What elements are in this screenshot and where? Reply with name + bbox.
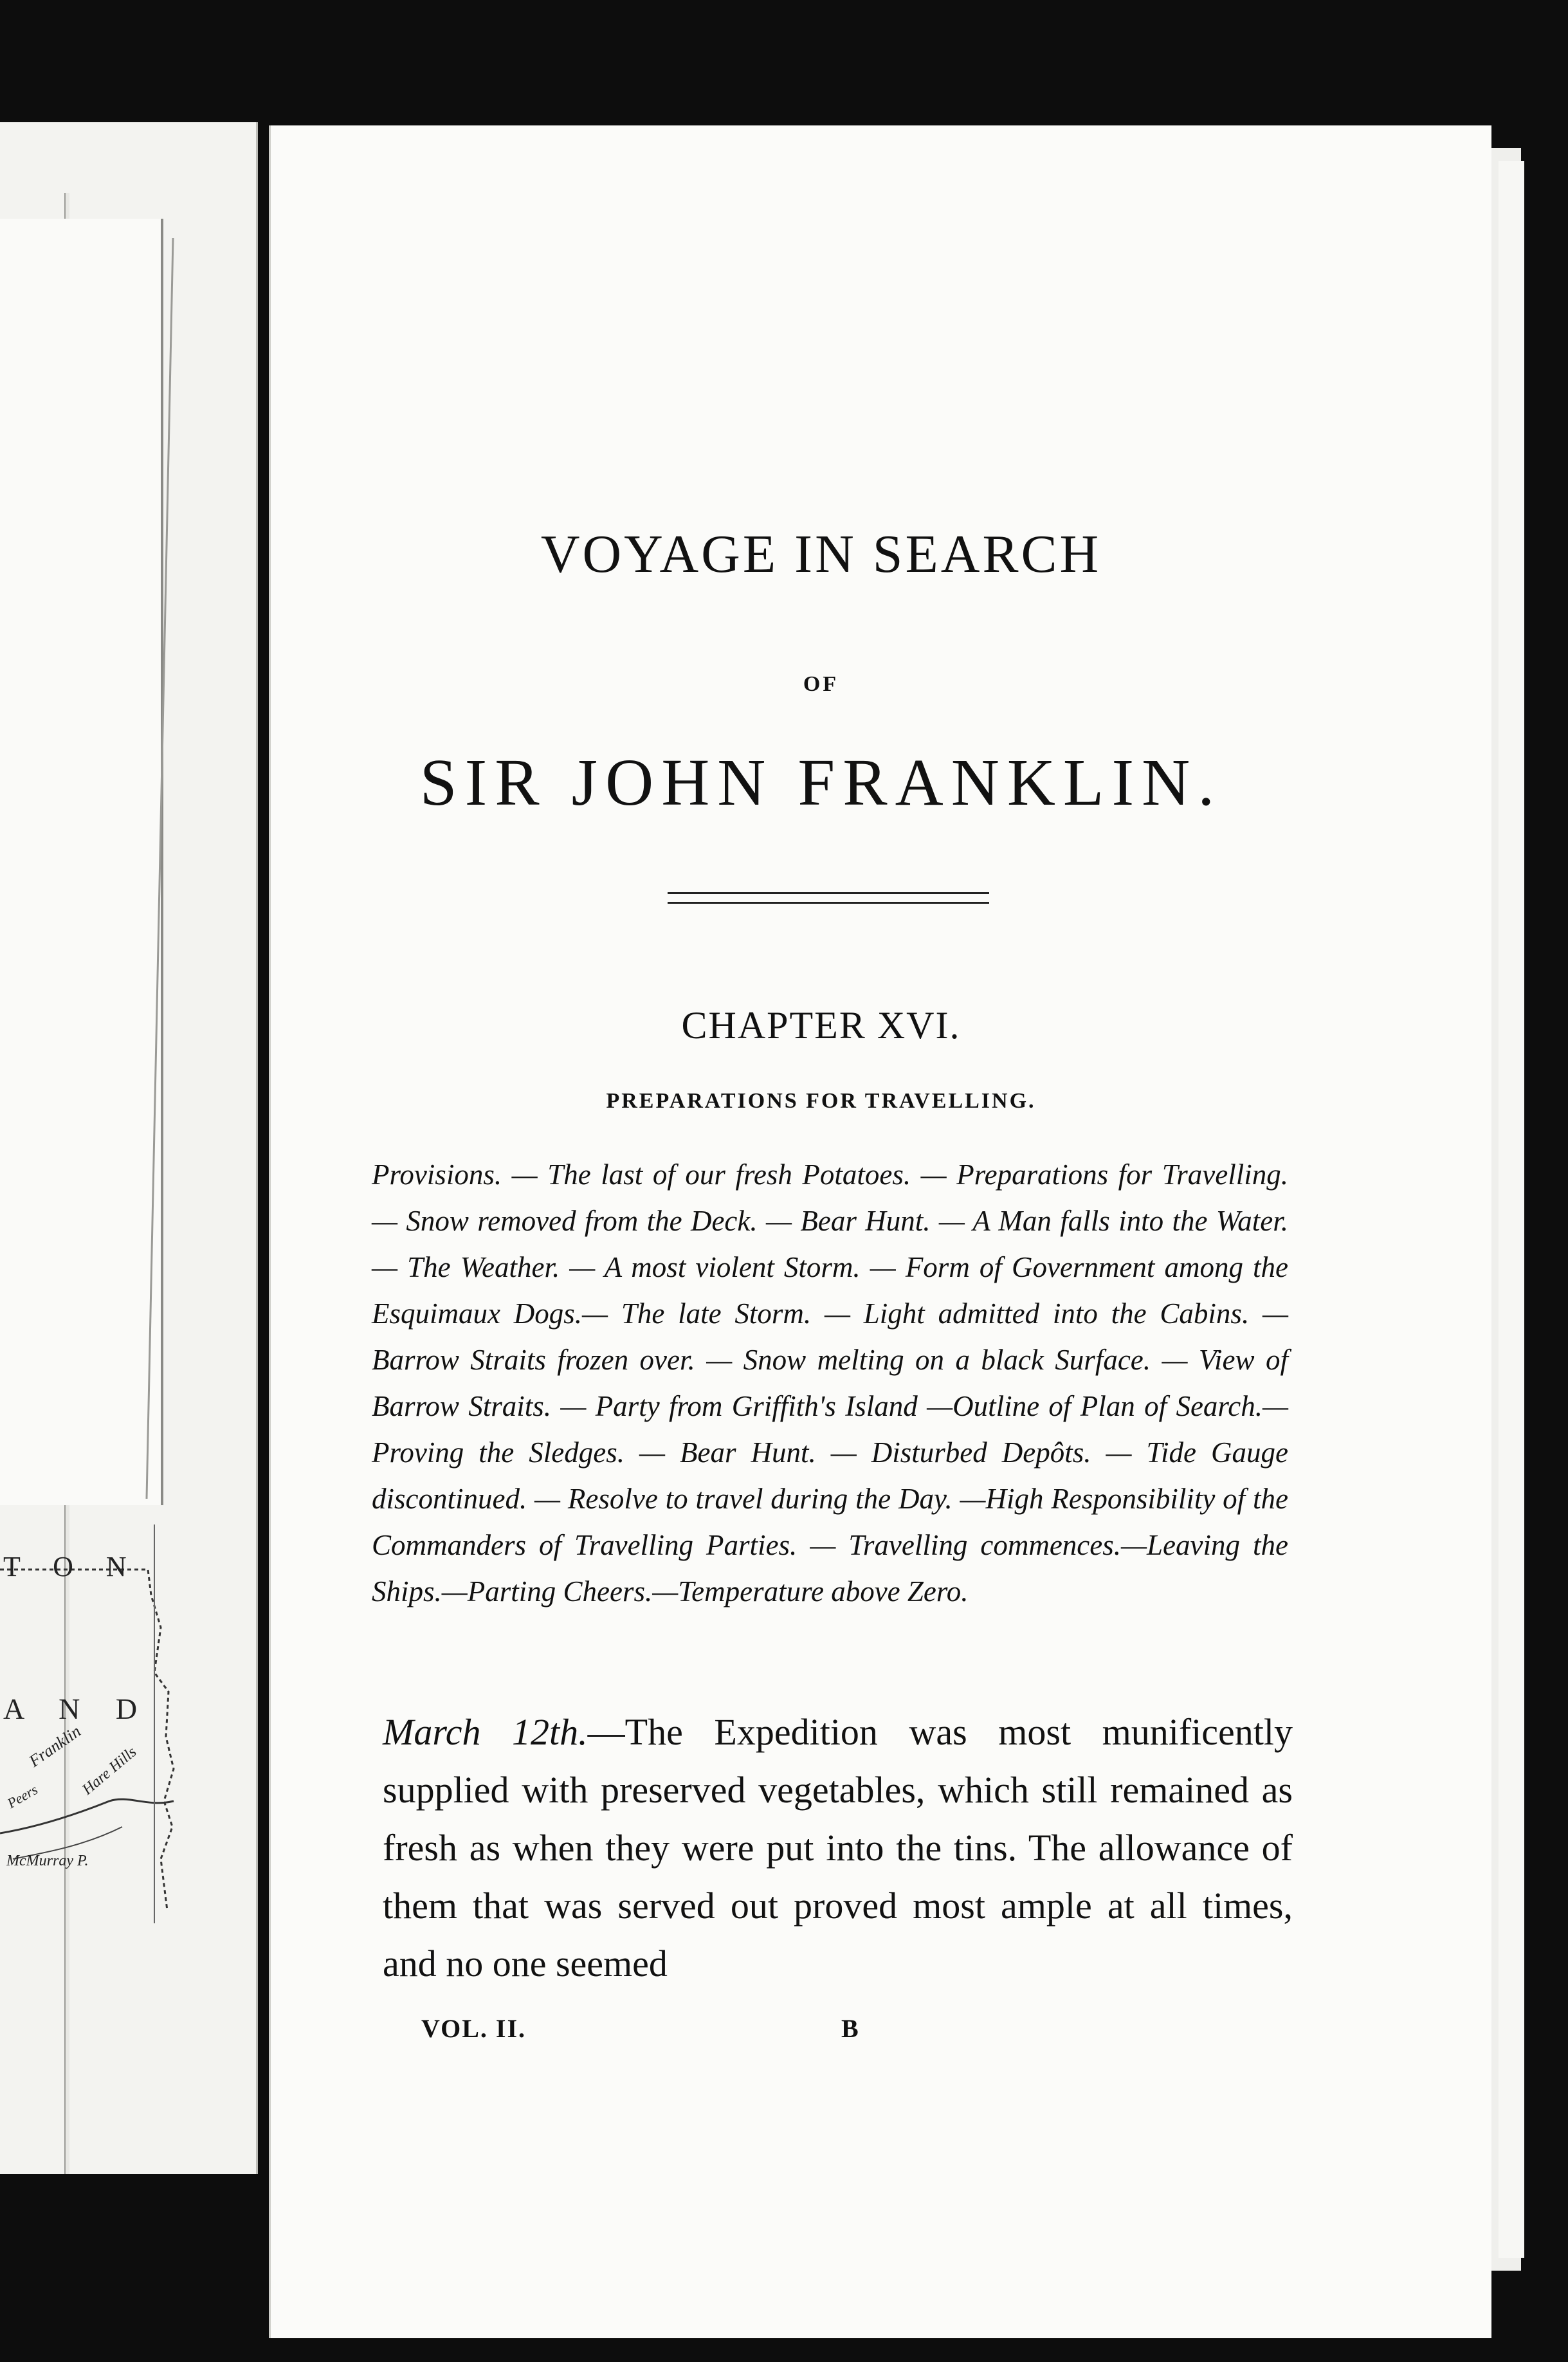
map-label: Franklin	[25, 1721, 84, 1771]
book-title-of: OF	[803, 672, 839, 696]
footer-volume: VOL. II.	[421, 2014, 527, 2043]
body-paragraph	[383, 1703, 1293, 1993]
book-title-line2: SIR JOHN FRANKLIN.	[419, 746, 1223, 819]
map-label: T O N	[3, 1551, 140, 1582]
map-label: Peers	[4, 1781, 41, 1811]
body-text: —The Expedition was most munificently supplied with preserved vegetables, which still remained as fresh as when they were put into the tins. The allowance of them that was served out proved most ample at all times, and no one seemed	[383, 1711, 1293, 1984]
chapter-summary: Provisions. — The last of our fresh Potatoes. — Preparations for Travelling. — Snow removed from the Deck. — Bear Hunt. — A Man falls into the Water. — The Weather. — A most violent Storm. — Form of Government among the Esquimaux Dogs.— The late Storm. — Light admitted into the Cabins. — Barrow Straits frozen over. — Snow melting on a black Surface. — View of Barrow Straits. — Party from Griffith's Island —Outline of Plan of Search.—Proving the Sledges. — Bear Hunt. — Disturbed Depôts. — Tide Gauge discontinued. — Resolve to travel during the Day. —High Responsibility of the Commanders of Travelling Parties. — Travelling commences.—Leaving the Ships.—Parting Cheers.—Temperature above Zero.	[372, 1158, 1288, 1607]
map-label: McMurray P.	[6, 1853, 89, 1869]
map-label: A N D	[3, 1692, 152, 1725]
body-date: March 12th.	[383, 1711, 588, 1753]
map-folded-flap-inner	[1, 238, 174, 1499]
map-labels	[0, 1531, 180, 2110]
chapter-subtitle: PREPARATIONS FOR TRAVELLING.	[606, 1089, 1036, 1113]
chapter-heading: CHAPTER XVI.	[681, 1004, 961, 1047]
map-label: Hare Hills	[79, 1743, 140, 1799]
footer-signature-mark: B	[841, 2014, 859, 2043]
title-divider-rule	[668, 892, 989, 904]
book-title-line1: VOYAGE IN SEARCH	[540, 524, 1102, 584]
page-edge	[1499, 161, 1524, 2258]
